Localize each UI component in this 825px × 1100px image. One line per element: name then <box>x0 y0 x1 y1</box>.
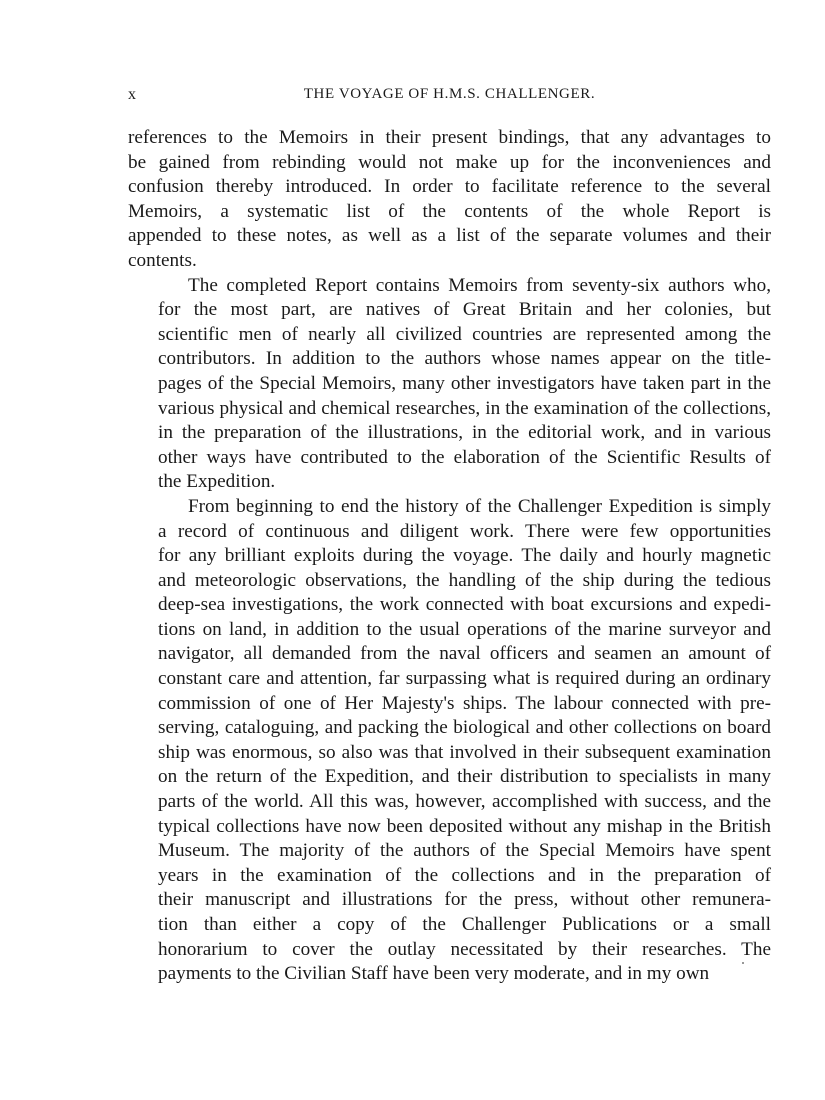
text-line: parts of the world. All this was, however, accomplished with success, and the <box>158 791 771 813</box>
text-line: honorarium to cover the outlay necessitated by their researches. The <box>158 938 771 960</box>
text-line: and meteorologic observations, the handling of the ship during the tedious <box>158 569 771 591</box>
running-head <box>128 86 771 108</box>
text-line: constant care and attention, far surpassing what is required during an ordinary <box>158 668 771 690</box>
text-line: contents. <box>128 249 197 271</box>
text-line: their manuscript and illustrations for the press, without other remunera- <box>158 889 771 911</box>
text-line: other ways have contributed to the elaboration of the Scientific Results of <box>158 446 771 468</box>
text-line: contributors. In addition to the authors whose names appear on the title- <box>158 348 771 370</box>
text-line: references to the Memoirs in their present bindings, that any advantages to <box>128 127 771 148</box>
scan-speck <box>742 962 744 964</box>
text-line: From beginning to end the history of the Challenger Expedition is simply <box>188 495 771 517</box>
text-line: tions on land, in addition to the usual operations of the marine surveyor and <box>158 618 771 640</box>
text-line: payments to the Civilian Staff have been very moderate, and in my own <box>158 963 710 985</box>
text-line: tion than either a copy of the Challenger Publications or a small <box>158 914 771 935</box>
paragraph <box>128 274 771 495</box>
running-title: THE VOYAGE OF H.M.S. CHALLENGER. <box>303 86 596 102</box>
paragraph <box>128 495 771 987</box>
text-line: pages of the Special Memoirs, many other investigators have taken part in the <box>158 372 771 394</box>
text-line: typical collections have now been deposited without any mishap in the British <box>158 815 771 837</box>
text-line: various physical and chemical researches, in the examination of the collections, <box>158 397 771 419</box>
text-line: be gained from rebinding would not make up for the inconveniences and <box>128 151 771 173</box>
text-line: a record of continuous and diligent work. There were few opportunities <box>158 520 771 542</box>
text-line: Museum. The majority of the authors of the Special Memoirs have spent <box>158 840 771 862</box>
text-line: in the preparation of the illustrations, in the editorial work, and in various <box>158 422 771 444</box>
text-line: deep-sea investigations, the work connected with boat excursions and expedi- <box>158 594 771 616</box>
text-line: the Expedition. <box>158 471 276 493</box>
text-line: navigator, all demanded from the naval officers and seamen an amount of <box>158 643 771 665</box>
text-line: years in the examination of the collections and in the preparation of <box>158 864 771 886</box>
text-line: ship was enormous, so also was that involved in their subsequent examination <box>158 741 771 763</box>
page-number: x <box>128 86 137 103</box>
text-line: appended to these notes, as well as a list of the separate volumes and their <box>128 225 771 247</box>
text-line: serving, cataloguing, and packing the biological and other collections on board <box>158 717 771 739</box>
text-line: confusion thereby introduced. In order to facilitate reference to the several <box>128 176 771 198</box>
text-line: scientific men of nearly all civilized countries are represented among the <box>158 323 771 345</box>
paragraph <box>128 126 771 274</box>
text-line: The completed Report contains Memoirs from seventy-six authors who, <box>188 274 771 296</box>
text-line: commission of one of Her Majesty's ships. The labour connected with pre- <box>158 692 771 714</box>
text-line: for any brilliant exploits during the voyage. The daily and hourly magnetic <box>158 545 771 567</box>
text-line: on the return of the Expedition, and their distribution to specialists in many <box>158 766 771 788</box>
body-text <box>128 126 771 987</box>
text-line: for the most part, are natives of Great Britain and her colonies, but <box>158 299 771 321</box>
text-line: Memoirs, a systematic list of the contents of the whole Report is <box>128 200 771 222</box>
